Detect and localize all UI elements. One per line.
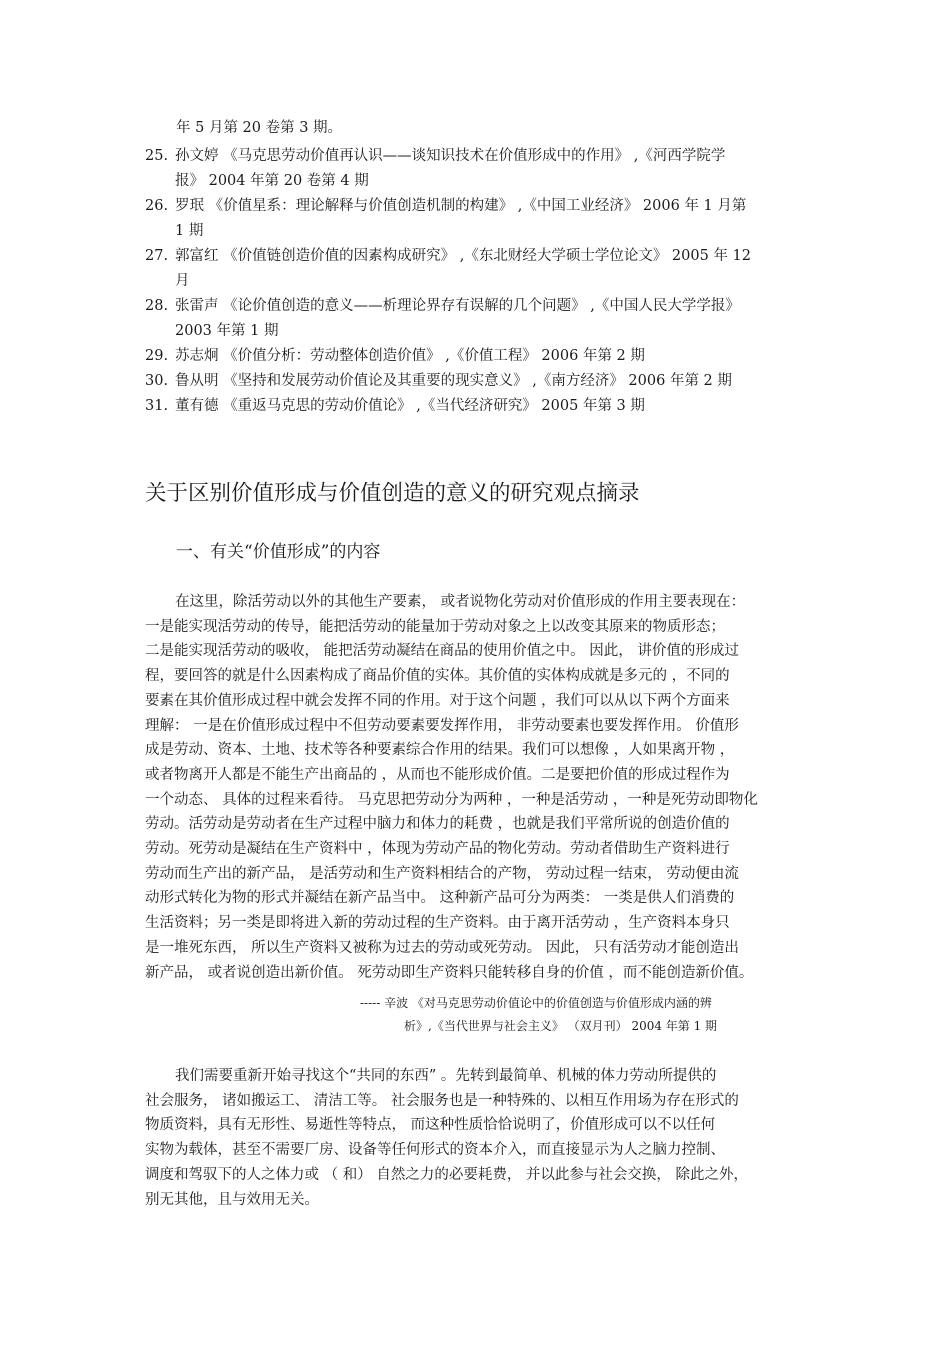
paragraph-line: 理解： 一是在价值形成过程中不但劳动要素要发挥作用， 非劳动要素也要发挥作用。 价值形 bbox=[145, 717, 739, 734]
reference-text: 张雷声 《论价值创造的意义——析理论界存有误解的几个问题》 ,《中国人民大学学报》 bbox=[175, 298, 740, 314]
reference-number: 26. bbox=[145, 198, 169, 214]
reference-number: 27. bbox=[145, 248, 169, 264]
reference-text: 罗珉 《价值星系：理论解释与价值创造机制的构建》 ,《中国工业经济》 2006 年 1 月第 bbox=[175, 198, 747, 214]
reference-text: 董有德 《重返马克思的劳动价值论》 ,《当代经济研究》 2005 年第 3 期 bbox=[175, 398, 645, 414]
paragraph-line: 程，要回答的就是什么因素构成了商品价值的实体。其价值的实体构成就是多元的 ，不同的 bbox=[145, 668, 730, 685]
reference-text-cont: 月 bbox=[175, 273, 190, 289]
reference-continuation: 年 5 月第 20 卷第 3 期。 bbox=[176, 120, 343, 136]
reference-item bbox=[145, 194, 825, 244]
reference-list bbox=[145, 144, 825, 419]
document-title: 关于区别价值形成与价值创造的意义的研究观点摘录 bbox=[145, 481, 640, 506]
paragraph-line: 劳动。死劳动是凝结在生产资料中 ，体现为劳动产品的物化劳动。劳动者借助生产资料进行 bbox=[145, 841, 730, 858]
reference-item bbox=[145, 144, 825, 194]
reference-number: 29. bbox=[145, 348, 169, 364]
paragraph-line: 生活资料；另一类是即将进入新的劳动过程的生产资料。由于离开活劳动 ，生产资料本身只 bbox=[145, 915, 730, 932]
paragraph-line: 动形式转化为物的形式并凝结在新产品当中。 这种新产品可分为两类： 一类是供人们消费的 bbox=[145, 890, 735, 907]
citation-line: 析》,《当代世界与社会主义》 （双月刊） 2004 年第 1 期 bbox=[404, 1019, 718, 1033]
paragraph-line: 在这里，除活劳动以外的其他生产要素， 或者说物化劳动对价值形成的作用主要表现在： bbox=[175, 594, 746, 610]
reference-text: 鲁从明 《坚持和发展劳动价值论及其重要的现实意义》 ,《南方经济》 2006 年第 2 期 bbox=[175, 373, 732, 389]
paragraph-line: 或者物离开人都是不能生产出商品的 ，从而也不能形成价值。二是要把价值的形成过程作为 bbox=[145, 766, 730, 783]
reference-item bbox=[145, 394, 825, 419]
paragraph-line: 成是劳动、资本、土地、技术等各种要素综合作用的结果。我们可以想像 ，人如果离开物 ， bbox=[145, 742, 735, 759]
paragraph-2 bbox=[145, 1064, 810, 1212]
reference-number: 28. bbox=[145, 298, 169, 314]
paragraph-1 bbox=[145, 590, 810, 985]
reference-text: 孙文婷 《马克思劳动价值再认识——谈知识技术在价值形成中的作用》 ,《河西学院学 bbox=[175, 148, 726, 164]
paragraph-line: 是一堆死东西， 所以生产资料又被称为过去的劳动或死劳动。 因此， 只有活劳动才能创造出 bbox=[145, 939, 739, 956]
reference-number: 30. bbox=[145, 373, 169, 389]
reference-text: 郭富红 《价值链创造价值的因素构成研究》 ,《东北财经大学硕士学位论文》 2005 年 12 bbox=[175, 248, 752, 264]
paragraph-line: 二是能实现活劳动的吸收， 能把活劳动凝结在商品的使用价值之中。 因此， 讲价值的形成过 bbox=[145, 643, 739, 660]
reference-item bbox=[145, 294, 825, 344]
citation-line: ----- 辛波 《对马克思劳动价值论中的价值创造与价值形成内涵的辨 bbox=[360, 996, 712, 1010]
paragraph-line: 物质资料，具有无形性、易逝性等特点， 而这种性质恰恰说明了，价值形成可以不以任何 bbox=[145, 1117, 716, 1134]
reference-item bbox=[145, 344, 825, 369]
paragraph-line: 要素在其价值形成过程中就会发挥不同的作用。对于这个问题 ，我们可以从以下两个方面来 bbox=[145, 692, 730, 709]
paragraph-line: 劳动而生产出的新产品， 是活劳动和生产资料相结合的产物， 劳动过程一结束， 劳动便由流 bbox=[145, 865, 739, 882]
reference-text-cont: 1 期 bbox=[175, 223, 204, 239]
paragraph-line: 别无其他，且与效用无关。 bbox=[145, 1191, 319, 1208]
paragraph-line: 调度和驾驭下的人之体力或 （ 和） 自然之力的必要耗费， 并以此参与社会交换， 除此之外， bbox=[145, 1166, 749, 1183]
paragraph-line: 一个动态、 具体的过程来看待。 马克思把劳动分为两种 ，一种是活劳动 ，一种是死劳动即物化 bbox=[145, 791, 758, 808]
reference-item bbox=[145, 369, 825, 394]
paragraph-line: 新产品， 或者说创造出新价值。 死劳动即生产资料只能转移自身的价值 ，而不能创造新价值。 bbox=[145, 964, 754, 981]
reference-number: 31. bbox=[145, 398, 169, 414]
reference-number: 25. bbox=[145, 148, 169, 164]
paragraph-line: 一是能实现活劳动的传导，能把活劳动的能量加于劳动对象之上以改变其原来的物质形态； bbox=[145, 618, 725, 635]
reference-text-cont: 2003 年第 1 期 bbox=[175, 323, 279, 339]
section-heading: 一、有关“价值形成”的内容 bbox=[176, 542, 381, 562]
reference-text-cont: 报》 2004 年第 20 卷第 4 期 bbox=[175, 173, 369, 189]
paragraph-line: 社会服务， 诸如搬运工、 清洁工等。 社会服务也是一种特殊的、以相互作用场为存在形式的 bbox=[145, 1092, 739, 1109]
paragraph-line: 劳动。活劳动是劳动者在生产过程中脑力和体力的耗费 ，也就是我们平常所说的创造价值的 bbox=[145, 816, 730, 833]
reference-item bbox=[145, 244, 825, 294]
reference-text: 苏志炯 《价值分析：劳动整体创造价值》 ,《价值工程》 2006 年第 2 期 bbox=[175, 348, 645, 364]
paragraph-line: 我们需要重新开始寻找这个“共同的东西” 。先转到最简单、机械的体力劳动所提供的 bbox=[175, 1068, 717, 1084]
paragraph-line: 实物为载体，甚至不需要厂房、设备等任何形式的资本介入，而直接显示为人之脑力控制、 bbox=[145, 1142, 725, 1159]
